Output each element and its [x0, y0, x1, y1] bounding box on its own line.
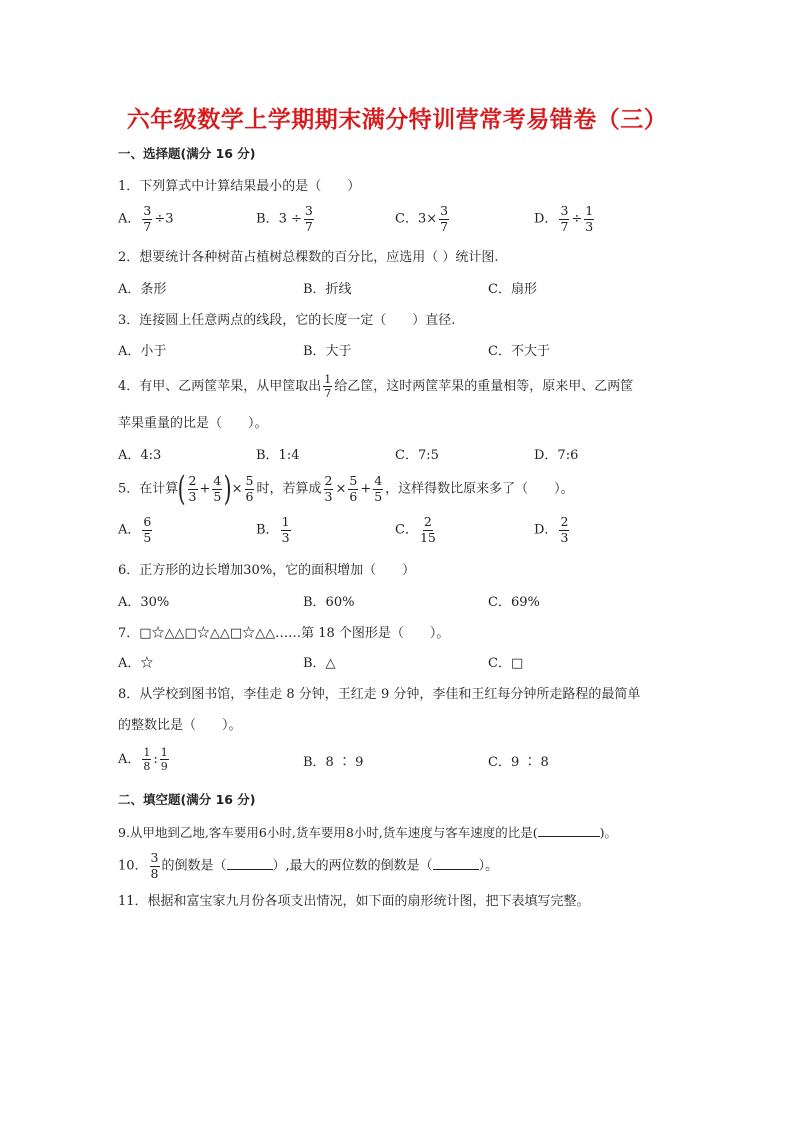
- question-7-stem: 7．□☆△△□☆△△□☆△△……第 18 个图形是（ ）。: [118, 626, 450, 641]
- q1-option-d[interactable]: D． $\frac{3}{7}$ ÷ $\frac{1}{3}$: [534, 203, 594, 234]
- q8-option-b[interactable]: B．8 ∶ 9: [303, 755, 364, 770]
- q1-option-c[interactable]: C．3× $\frac{3}{7}$: [395, 203, 449, 234]
- q8-option-a[interactable]: A． $\frac{1}{8}$ : $\frac{1}{9}$: [118, 746, 168, 773]
- fraction: $\frac{3}{7}$: [143, 203, 152, 234]
- fraction: $\frac{3}{7}$: [560, 203, 569, 234]
- q1-option-b[interactable]: B．3 ÷ $\frac{3}{7}$: [256, 203, 313, 234]
- q6-option-b[interactable]: B．60%: [303, 595, 355, 610]
- question-1-stem: 1．下列算式中计算结果最小的是（ ）: [118, 179, 361, 194]
- section-heading-choice: 一、选择题(满分 16 分): [118, 146, 256, 161]
- q4-option-b[interactable]: B．1:4: [256, 448, 300, 463]
- question-8-stem: 8．从学校到图书馆，李佳走 8 分钟，王红走 9 分钟，李佳和王红每分钟所走路程的最简单: [118, 687, 641, 702]
- q2-option-b[interactable]: B．折线: [303, 282, 352, 297]
- question-8-stem-continued: 的整数比是（ ）。: [118, 718, 242, 733]
- question-4-stem-continued: 苹果重量的比是（ ）。: [118, 416, 268, 431]
- q2-option-a[interactable]: A．条形: [118, 282, 167, 297]
- fraction: $\frac{3}{7}$: [440, 203, 449, 234]
- q5-option-d[interactable]: D． $\frac{2}{3}$: [534, 514, 569, 545]
- q4-option-c[interactable]: C．7:5: [395, 448, 439, 463]
- fraction: $\frac{3}{7}$: [304, 203, 313, 234]
- q8-option-c[interactable]: C．9 ∶ 8: [488, 755, 549, 770]
- answer-blank[interactable]: [538, 824, 600, 837]
- q6-option-c[interactable]: C．69%: [488, 595, 540, 610]
- fraction: $\frac{1}{3}$: [585, 203, 594, 234]
- q5-option-b[interactable]: B． $\frac{1}{3}$: [256, 514, 290, 545]
- question-6-stem: 6．正方形的边长增加30%，它的面积增加（ ）: [118, 563, 416, 578]
- page-title: 六年级数学上学期期末满分特训营常考易错卷（三）: [126, 107, 668, 133]
- question-2-stem: 2．想要统计各种树苗占植树总棵数的百分比，应选用（ ）统计图.: [118, 250, 499, 265]
- q3-option-c[interactable]: C．不大于: [488, 344, 550, 359]
- fraction: $\frac{1}{7}$: [324, 373, 332, 400]
- q2-option-c[interactable]: C．扇形: [488, 282, 537, 297]
- answer-blank[interactable]: [227, 857, 273, 870]
- q1-option-a[interactable]: A． $\frac{3}{7}$ ÷3: [118, 203, 174, 234]
- q4-option-d[interactable]: D．7:6: [534, 448, 579, 463]
- q7-option-b[interactable]: B．△: [303, 656, 336, 671]
- q7-option-a[interactable]: A．☆: [118, 656, 154, 671]
- q3-option-a[interactable]: A．小于: [118, 344, 167, 359]
- question-5-stem: 5．在计算( $\frac{2}{3}$ + $\frac{4}{5}$ )× $\frac{5}{6}$ 时，若算成 $\frac{2}{3}$ × $\frac{5}{6}$ + $\frac{4}{5}$ ，这样得数比原来多了（ ）。: [118, 469, 574, 509]
- q5-option-c[interactable]: C． $\frac{2}{15}$: [395, 514, 436, 545]
- q3-option-b[interactable]: B．大于: [303, 344, 352, 359]
- section-heading-fill: 二、填空题(满分 16 分): [118, 792, 256, 807]
- question-3-stem: 3．连接圆上任意两点的线段，它的长度一定（ ）直径.: [118, 313, 456, 328]
- question-10-stem: 10． $\frac{3}{8}$ 的倒数是（ ）,最大的两位数的倒数是（ ）。: [118, 850, 499, 881]
- q6-option-a[interactable]: A．30%: [118, 595, 170, 610]
- q5-option-a[interactable]: A． $\frac{6}{5}$: [118, 514, 152, 545]
- question-9-stem: 9.从甲地到乙地,客车要用6小时,货车要用8小时,货车速度与客车速度的比是( )。: [118, 825, 618, 840]
- question-4-stem: 4．有甲、乙两筐苹果，从甲筐取出 $\frac{1}{7}$ 给乙筐，这时两筐苹果的重量相等，原来甲、乙两筐: [118, 373, 634, 400]
- q7-option-c[interactable]: C．□: [488, 656, 524, 671]
- answer-blank[interactable]: [433, 857, 479, 870]
- question-11-stem: 11．根据和富宝家九月份各项支出情况，如下面的扇形统计图，把下表填写完整。: [118, 894, 590, 909]
- q4-option-a[interactable]: A．4:3: [118, 448, 162, 463]
